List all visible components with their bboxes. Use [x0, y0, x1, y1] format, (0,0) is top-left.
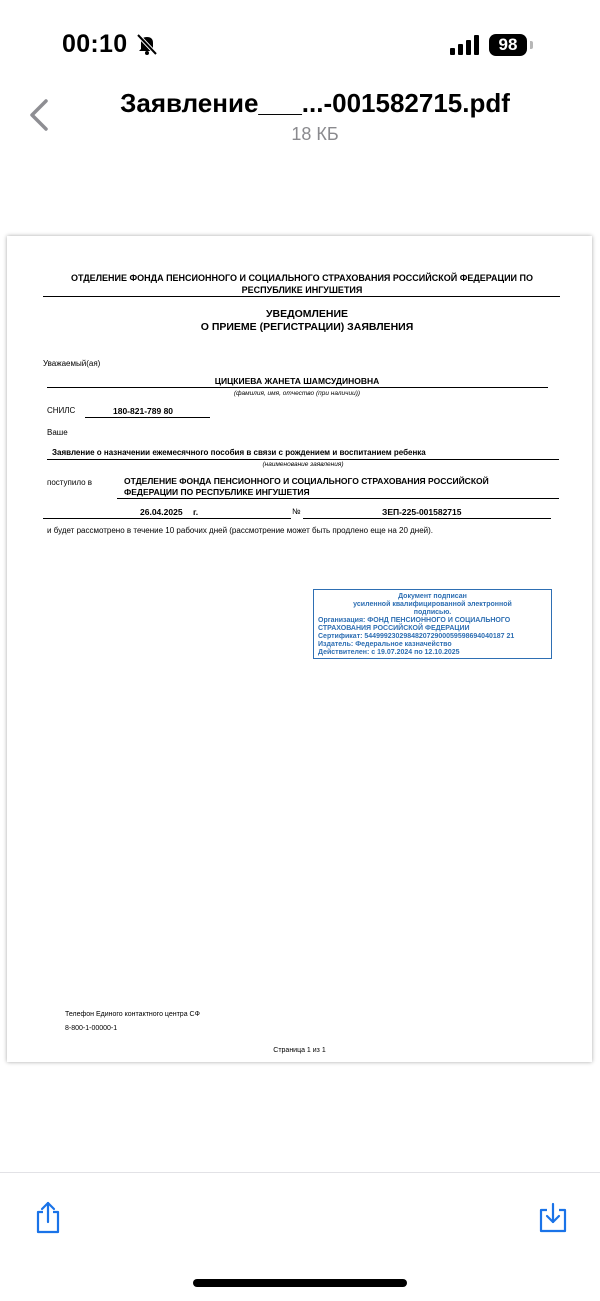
- greeting: Уважаемый(ая): [43, 359, 101, 368]
- document-title: Заявление___...-001582715.pdf: [120, 88, 510, 118]
- pdf-page[interactable]: [7, 236, 592, 1062]
- bell-slash-icon: [135, 33, 159, 55]
- status-bar: [0, 0, 600, 88]
- stamp-line3: подписью.: [413, 609, 452, 616]
- document-size: 18 КБ: [291, 124, 339, 144]
- chevron-left-icon[interactable]: [26, 95, 54, 135]
- battery-tip: [530, 41, 533, 49]
- snils-label: СНИЛС: [47, 406, 76, 415]
- home-indicator[interactable]: [193, 1279, 407, 1287]
- name-caption: (фамилия, имя, отчество (при наличии)): [233, 390, 361, 397]
- application-underline: [47, 459, 559, 460]
- download-icon[interactable]: [538, 1202, 568, 1234]
- phone-label: Телефон Единого контактного центра СФ: [65, 1011, 200, 1018]
- application-name: Заявление о назначении ежемесячного пособия в связи с рождением и воспитанием ребенка: [52, 448, 426, 457]
- stamp-cert: Сертификат: 544999230298482072900059598694040187 21: [318, 633, 515, 640]
- stamp-line2: усиленной квалифицированной электронной: [353, 601, 512, 608]
- received-org: ОТДЕЛЕНИЕ ФОНДА ПЕНСИОННОГО И СОЦИАЛЬНОГО СТРАХОВАНИЯ РОССИЙСКОЙ ФЕДЕРАЦИИ ПО РЕСПУБЛИКЕ ИНГУШЕТИЯ: [124, 476, 489, 497]
- name-underline: [47, 387, 548, 388]
- date-underline: [43, 518, 291, 519]
- application-caption: (наименование заявления): [262, 461, 344, 468]
- year-suffix: г.: [193, 507, 199, 517]
- status-time: 00:10: [62, 30, 128, 58]
- org-underline: [117, 498, 559, 499]
- received-label: поступило в: [47, 478, 93, 487]
- stamp-valid: Действителен: с 19.07.2024 по 12.10.2025: [318, 649, 460, 656]
- battery-level: 98: [489, 34, 527, 56]
- stamp-issuer: Издатель: Федеральное казначейство: [318, 641, 452, 648]
- header-divider: [43, 296, 560, 297]
- number-label: №: [292, 507, 301, 516]
- review-text: и будет рассмотрено в течение 10 рабочих дней (рассмотрение может быть продлено еще на 20 дней).: [47, 526, 434, 535]
- number-underline: [303, 518, 551, 519]
- stamp-line1: Документ подписан: [398, 593, 467, 600]
- registration-number: ЗЕП-225-001582715: [382, 507, 462, 517]
- page-indicator: Страница 1 из 1: [273, 1047, 326, 1054]
- phone-number: 8-800-1-00000-1: [65, 1025, 118, 1032]
- stamp-org: Организация: ФОНД ПЕНСИОННОГО И СОЦИАЛЬНОГО СТРАХОВАНИЯ РОССИЙСКОЙ ФЕДЕРАЦИИ: [318, 617, 511, 632]
- signal-icon: [450, 35, 482, 55]
- share-icon[interactable]: [34, 1200, 62, 1234]
- battery-indicator: [489, 34, 529, 56]
- yours-label: Ваше: [47, 428, 68, 437]
- snils-underline: [85, 417, 210, 418]
- notice-title-line2: О ПРИЕМЕ (РЕГИСТРАЦИИ) ЗАЯВЛЕНИЯ: [200, 321, 414, 333]
- document-header: ОТДЕЛЕНИЕ ФОНДА ПЕНСИОННОГО И СОЦИАЛЬНОГО СТРАХОВАНИЯ РОССИЙСКОЙ ФЕДЕРАЦИИ ПО РЕСПУБЛИКЕ ИНГУШЕТИЯ: [71, 273, 533, 295]
- notice-title-line1: УВЕДОМЛЕНИЕ: [265, 308, 349, 320]
- signature-stamp: [313, 589, 552, 659]
- notice-title: [107, 308, 507, 334]
- snils-value: 180-821-789 80: [113, 406, 174, 416]
- receipt-date: 26.04.2025: [140, 507, 183, 517]
- full-name: ЦИЦКИЕВА ЖАНЕТА ШАМСУДИНОВНА: [214, 376, 380, 386]
